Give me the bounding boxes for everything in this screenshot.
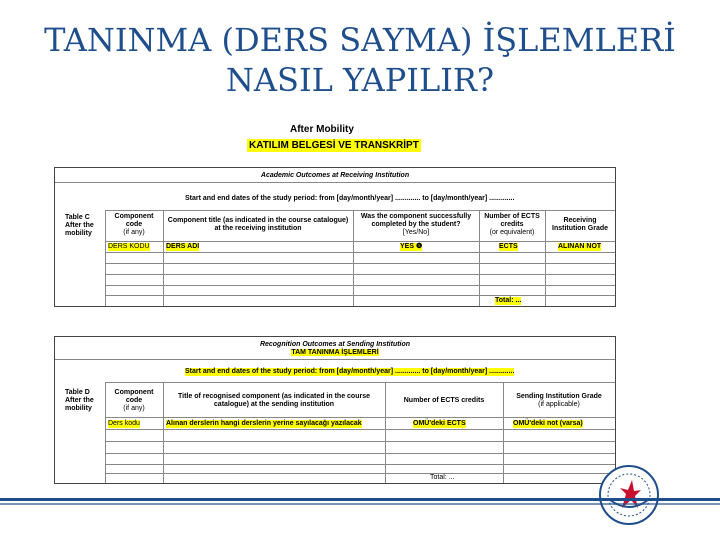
table-c-header-grade-1: Receiving: [563, 217, 597, 224]
table-d-header-title-1: Title of recognised component (as indicated in the course: [177, 393, 370, 400]
table-d-header-code-2: code: [125, 397, 143, 404]
table-d-header-code-3: (if any): [123, 405, 145, 412]
table-d-header-grade-1: Sending Institution Grade: [516, 393, 602, 400]
table-c-header-code-2: code: [125, 221, 143, 228]
table-c-dates: Start and end dates of the study period: from [day/month/year] ............. to [day/month/year] .............: [185, 195, 515, 202]
table-d-header-ects: Number of ECTS credits: [403, 397, 485, 404]
university-seal-icon: [598, 464, 660, 526]
footer-band: [0, 498, 720, 501]
table-c: [54, 167, 616, 307]
table-d-header-code-1: Component: [114, 389, 154, 396]
table-d-fill-code: Ders kodu: [108, 420, 140, 427]
table-c-header-code-3: (if any): [123, 229, 145, 236]
table-d-caption: Recognition Outcomes at Sending Institution: [259, 341, 411, 348]
after-mobility-subheading: KATILIM BELGESİ VE TRANSKRİPT: [249, 140, 419, 151]
after-mobility-heading: After Mobility: [290, 124, 354, 135]
table-c-header-code-1: Component: [114, 213, 154, 220]
table-c-header-title-2: at the receiving institution: [214, 225, 302, 232]
table-c-caption: Academic Outcomes at Receiving Institution: [260, 172, 410, 179]
slide-title: [0, 20, 720, 100]
footer-band-thin: [0, 503, 720, 505]
table-d-fill-name: Alınan derslerin hangi derslerin yerine sayılacağı yazılacak: [166, 420, 362, 427]
table-c-fill-name: DERS ADI: [166, 243, 200, 250]
table-c-header-ects-1: Number of ECTS: [484, 213, 540, 220]
slide-title-line-2: NASIL YAPILIR?: [225, 61, 495, 99]
table-d-row-label-3: mobility: [65, 405, 92, 412]
table-c-header-completed-3: [Yes/No]: [402, 229, 430, 236]
table-c-header-ects-2: credits: [500, 221, 524, 228]
table-c-header-completed-2: completed by the student?: [371, 221, 461, 228]
table-d: [54, 336, 616, 484]
table-c-row-label-3: mobility: [65, 230, 92, 237]
table-c-total: Total: ...: [495, 297, 522, 304]
table-d-row-label-2: After the: [65, 397, 94, 404]
table-c-row-label-2: After the: [65, 222, 94, 229]
table-c-header-ects-3: (or equivalent): [489, 229, 535, 236]
table-c-fill-ects: ECTS: [499, 243, 518, 250]
table-d-fill-ects: OMÜ'deki ECTS: [413, 420, 466, 427]
table-d-subcaption: TAM TANINMA İŞLEMLERİ: [291, 349, 379, 356]
table-c-fill-yes: YES ❺: [400, 243, 423, 250]
table-d-dates: Start and end dates of the study period: from [day/month/year] ............. to [day/month/year] .............: [185, 368, 515, 375]
table-c-header-title-1: Component title (as indicated in the course catalogue): [167, 217, 349, 224]
table-d-total: Total: ...: [430, 474, 455, 481]
table-c-fill-code: DERS KODU: [108, 243, 150, 250]
table-c-row-label-1: Table C: [65, 214, 90, 221]
table-c-header-completed-1: Was the component successfully: [360, 213, 472, 220]
table-c-header-grade-2: Institution Grade: [552, 225, 608, 232]
table-d-fill-grade: OMÜ'deki not (varsa): [513, 420, 583, 427]
slide-title-line-1: TANINMA (DERS SAYMA) İŞLEMLERİ: [44, 21, 676, 59]
table-d-header-title-2: catalogue) at the sending institution: [213, 401, 335, 408]
table-c-fill-grade: ALINAN NOT: [558, 243, 602, 250]
table-d-header-grade-2: (if applicable): [538, 401, 580, 408]
table-d-row-label-1: Table D: [65, 389, 90, 396]
